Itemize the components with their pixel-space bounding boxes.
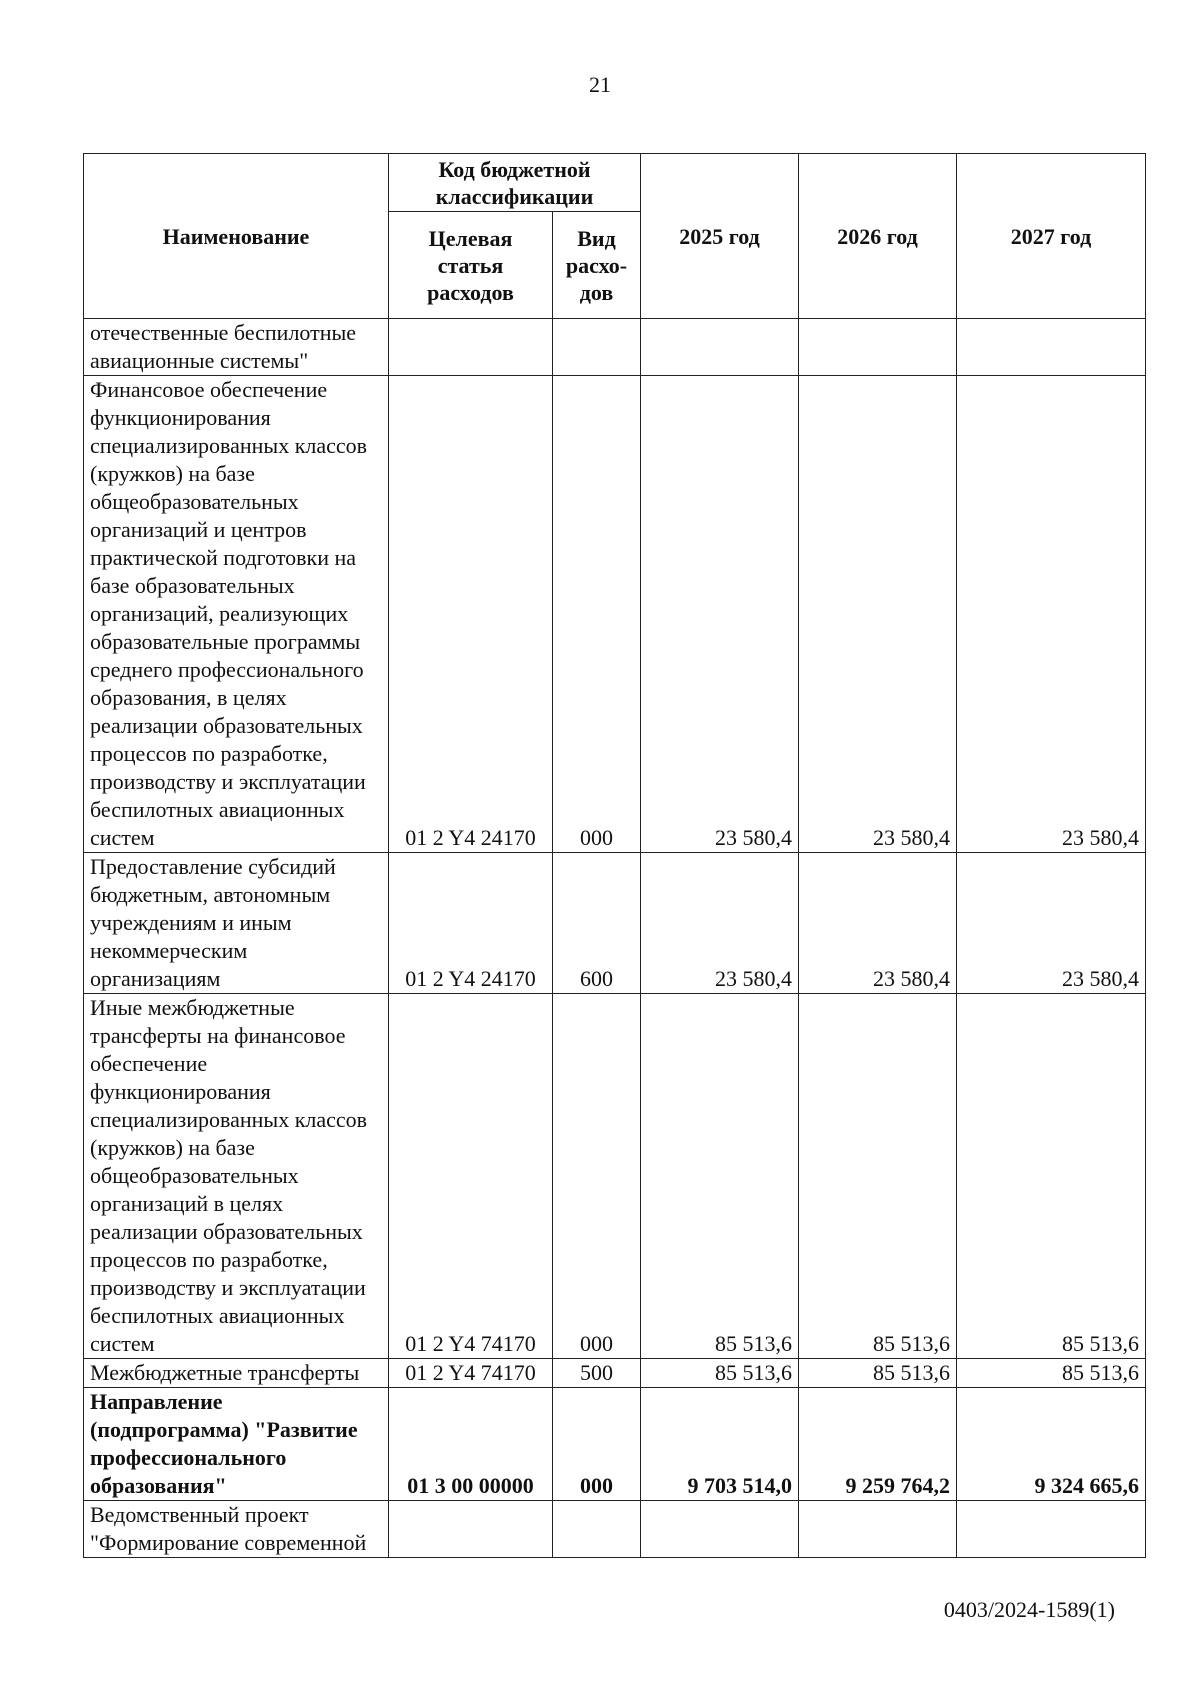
row-2027: 9 324 665,6 xyxy=(957,1388,1146,1501)
row-2025 xyxy=(641,319,799,376)
row-expense-type: 000 xyxy=(553,376,641,853)
row-2025: 23 580,4 xyxy=(641,376,799,853)
header-2026: 2026 год xyxy=(799,154,957,319)
row-2026 xyxy=(799,319,957,376)
row-expense-type: 000 xyxy=(553,994,641,1359)
row-2027: 85 513,6 xyxy=(957,1359,1146,1388)
row-expense-type: 600 xyxy=(553,853,641,994)
row-target-article: 01 2 Y4 24170 xyxy=(389,376,553,853)
row-2027: 23 580,4 xyxy=(957,853,1146,994)
row-name: Ведомственный проект "Формирование современной xyxy=(84,1501,389,1558)
header-expense-type: Вид расхо-дов xyxy=(553,212,641,319)
table-row xyxy=(84,1359,1146,1388)
row-expense-type xyxy=(553,319,641,376)
row-2027 xyxy=(957,1501,1146,1558)
row-2027: 85 513,6 xyxy=(957,994,1146,1359)
row-expense-type: 500 xyxy=(553,1359,641,1388)
row-2025 xyxy=(641,1501,799,1558)
row-target-article: 01 2 Y4 24170 xyxy=(389,853,553,994)
table-row xyxy=(84,319,1146,376)
document-code: 0403/2024-1589(1) xyxy=(943,1597,1115,1622)
table-row xyxy=(84,1388,1146,1501)
header-2025: 2025 год xyxy=(641,154,799,319)
row-2025: 23 580,4 xyxy=(641,853,799,994)
row-2025: 85 513,6 xyxy=(641,994,799,1359)
header-target-article: Целевая статья расходов xyxy=(389,212,553,319)
budget-table xyxy=(83,153,1146,1558)
header-budget-code: Код бюджетной классификации xyxy=(389,154,641,212)
row-2026: 23 580,4 xyxy=(799,376,957,853)
table-row xyxy=(84,994,1146,1359)
row-name: Предоставление субсидий бюджетным, автономным учреждениям и иным некоммерческим организациям xyxy=(84,853,389,994)
header-2027: 2027 год xyxy=(957,154,1146,319)
table-row xyxy=(84,376,1146,853)
row-2026: 23 580,4 xyxy=(799,853,957,994)
row-2025: 85 513,6 xyxy=(641,1359,799,1388)
row-2026 xyxy=(799,1501,957,1558)
row-name: Финансовое обеспечение функционирования специализированных классов (кружков) на базе общеобразовательных организаций и центров практической подготовки на базе образовательных организаций, реализующих образовательные программы среднего профессионального образования, в целях реализации образовательных процессов по разработке, производству и эксплуатации беспилотных авиационных систем xyxy=(84,376,389,853)
row-name: Направление (подпрограмма) "Развитие профессионального образования" xyxy=(84,1388,389,1501)
row-2026: 85 513,6 xyxy=(799,994,957,1359)
row-2027 xyxy=(957,319,1146,376)
row-name: Межбюджетные трансферты xyxy=(84,1359,389,1388)
row-expense-type xyxy=(553,1501,641,1558)
page-number: 21 xyxy=(589,72,611,97)
row-2027: 23 580,4 xyxy=(957,376,1146,853)
table-row xyxy=(84,1501,1146,1558)
header-name: Наименование xyxy=(84,154,389,319)
row-name: отечественные беспилотные авиационные системы" xyxy=(84,319,389,376)
row-2026: 9 259 764,2 xyxy=(799,1388,957,1501)
row-2025: 9 703 514,0 xyxy=(641,1388,799,1501)
row-target-article: 01 2 Y4 74170 xyxy=(389,994,553,1359)
row-name: Иные межбюджетные трансферты на финансовое обеспечение функционирования специализированных классов (кружков) на базе общеобразовательных организаций в целях реализации образовательных процессов по разработке, производству и эксплуатации беспилотных авиационных систем xyxy=(84,994,389,1359)
row-target-article: 01 2 Y4 74170 xyxy=(389,1359,553,1388)
row-expense-type: 000 xyxy=(553,1388,641,1501)
table-row xyxy=(84,853,1146,994)
row-target-article xyxy=(389,1501,553,1558)
row-target-article xyxy=(389,319,553,376)
row-target-article: 01 3 00 00000 xyxy=(389,1388,553,1501)
row-2026: 85 513,6 xyxy=(799,1359,957,1388)
